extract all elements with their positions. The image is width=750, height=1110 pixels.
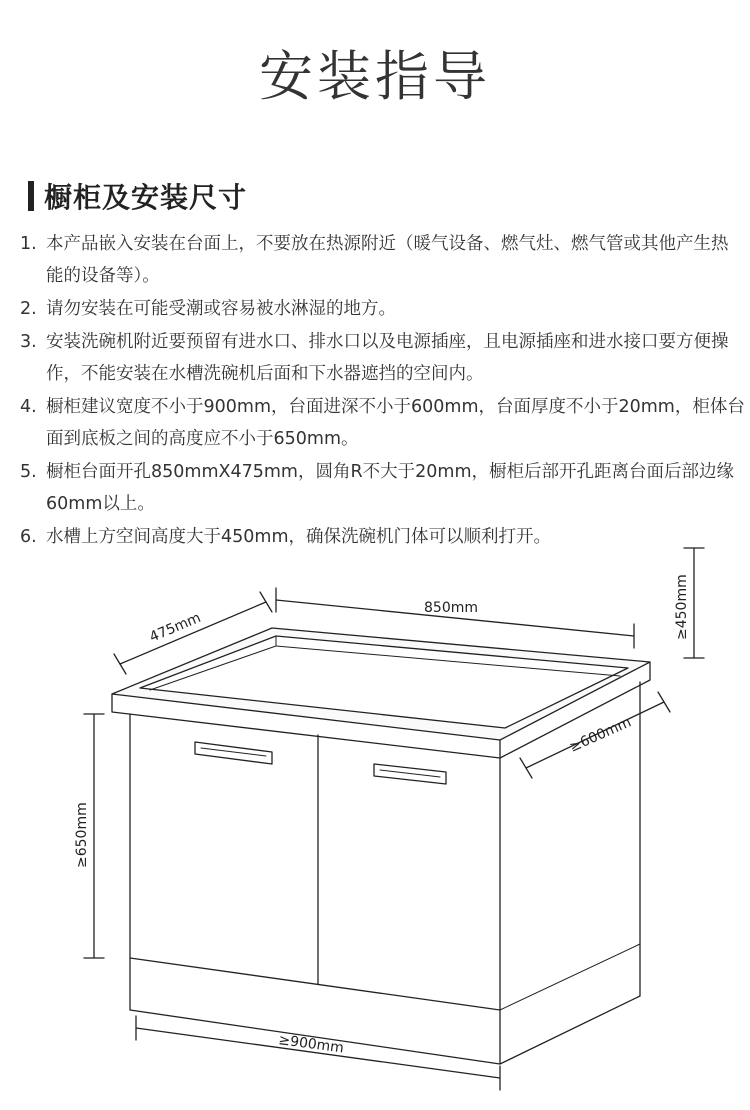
dim-cabinet-height: ≥650mm <box>74 802 90 868</box>
list-item: 4. 橱柜建议宽度不小于900mm，台面进深不小于600mm，台面厚度不小于20mm，柜体台面到底板之间的高度应不小于650mm。 <box>20 397 745 449</box>
dim-cabinet-width: ≥900mm <box>277 1032 345 1057</box>
cabinet-diagram <box>0 520 750 1106</box>
dim-clearance-above: ≥450mm <box>674 574 690 640</box>
dim-counter-depth: ≥600mm <box>567 714 634 756</box>
list-item: 1. 本产品嵌入安装在台面上，不要放在热源附近（暖气设备、燃气灶、燃气管或其他产生热能的设备等）。 <box>20 234 729 286</box>
list-item: 6. 水槽上方空间高度大于450mm，确保洗碗机门体可以顺利打开。 <box>20 527 551 547</box>
cutout-opening <box>140 636 628 728</box>
section-title: 橱柜及安装尺寸 <box>44 181 248 214</box>
dim-opening-width: 850mm <box>424 600 478 616</box>
cabinet-front <box>130 714 500 1064</box>
list-item: 2. 请勿安装在可能受潮或容易被水淋湿的地方。 <box>20 299 396 319</box>
heading-bar <box>28 181 34 211</box>
list-item: 5. 橱柜台面开孔850mmX475mm，圆角R不大于20mm，橱柜后部开孔距离台面后部边缘60mm以上。 <box>20 462 735 514</box>
dim-opening-depth: 475mm <box>147 609 204 646</box>
page-title: 安装指导 <box>259 45 491 108</box>
left-door-handle <box>195 742 272 764</box>
section-heading <box>28 178 247 214</box>
list-item: 3. 安装洗碗机附近要预留有进水口、排水口以及电源插座，且电源插座和进水接口要方便操作，不能安装在水槽洗碗机后面和下水器遮挡的空间内。 <box>20 332 729 384</box>
instruction-list <box>20 228 745 554</box>
